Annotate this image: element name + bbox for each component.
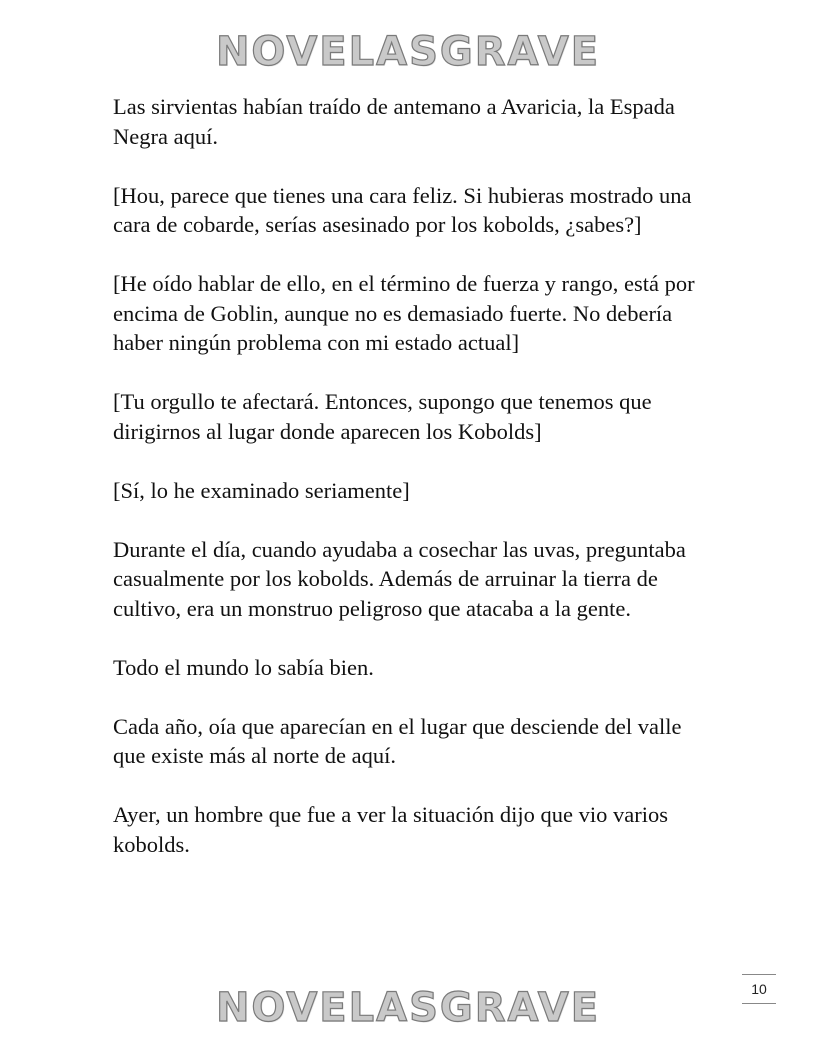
paragraph: [Sí, lo he examinado seriamente] — [113, 477, 410, 503]
page-number: 10 — [742, 974, 776, 1004]
document-body — [113, 92, 713, 889]
paragraph: Cada año, oía que aparecían en el lugar que desciende del valle que existe más al norte de aquí. — [113, 713, 682, 768]
paragraph: Todo el mundo lo sabía bien. — [113, 654, 374, 680]
footer-watermark-logo: NOVELASGRAVE — [215, 985, 601, 1031]
paragraph: [He oído hablar de ello, en el término de fuerza y rango, está por encima de Goblin, aunque no es demasiado fuerte. No debería haber ningún problema con mi estado actual] — [113, 271, 695, 355]
paragraph: Ayer, un hombre que fue a ver la situación dijo que vio varios kobolds. — [113, 802, 668, 857]
paragraph: Las sirvientas habían traído de antemano a Avaricia, la Espada Negra aquí. — [113, 94, 675, 149]
header-watermark-logo: NOVELASGRAVE — [215, 29, 601, 75]
paragraph: [Tu orgullo te afectará. Entonces, supongo que tenemos que dirigirnos al lugar donde aparecen los Kobolds] — [113, 389, 652, 444]
paragraph: [Hou, parece que tienes una cara feliz. Si hubieras mostrado una cara de cobarde, serías asesinado por los kobolds, ¿sabes?] — [113, 182, 692, 237]
paragraph: Durante el día, cuando ayudaba a cosechar las uvas, preguntaba casualmente por los kobolds. Además de arruinar la tierra de cultivo, era un monstruo peligroso que atacaba a la gente. — [113, 536, 686, 621]
